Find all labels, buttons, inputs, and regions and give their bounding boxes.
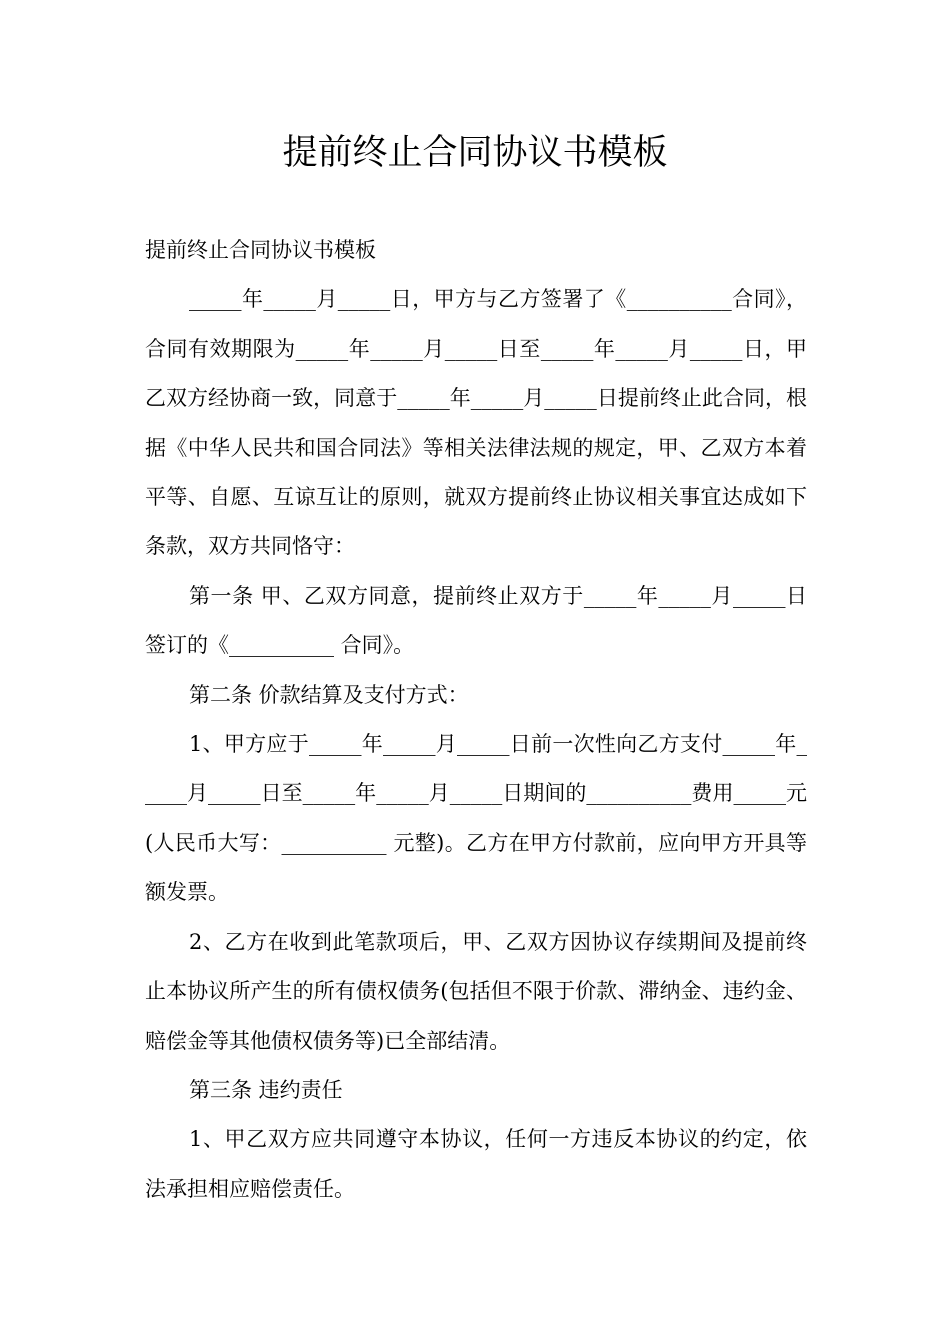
document-body — [145, 226, 807, 1214]
article-two-clause-2: 2、乙方在收到此笔款项后，甲、乙双方因协议存续期间及提前终止本协议所产生的所有债权债务(包括但不限于价款、滞纳金、违约金、赔偿金等其他债权债务等)已全部结清。 — [145, 929, 807, 1053]
article-two-heading: 第二条 价款结算及支付方式： — [189, 682, 469, 707]
document-title: 提前终止合同协议书模板 — [282, 133, 668, 173]
article-two-clause-1: 1、甲方应于_____年_____月_____日前一次性向乙方支付_____年_____月_____日至_____年_____月_____日期间的__________费用_____元(人民币大写：__________ 元整)。乙方在甲方付款前，应向甲方开具等额发票。 — [145, 732, 807, 905]
article-three-clause-1: 1、甲乙双方应共同遵守本协议，任何一方违反本协议的约定，依法承担相应赔偿责任。 — [145, 1127, 807, 1201]
article-one-paragraph: 第一条 甲、乙双方同意，提前终止双方于_____年_____月_____日签订的《__________ 合同》。 — [145, 583, 807, 658]
body-heading: 提前终止合同协议书模板 — [145, 238, 376, 262]
article-three-heading: 第三条 违约责任 — [189, 1077, 343, 1102]
preamble-paragraph: _____年_____月_____日，甲方与乙方签署了《__________合同》，合同有效期限为_____年_____月_____日至_____年_____月_____日，甲乙双方经协商一致，同意于_____年_____月_____日提前终止此合同，根据《中华人民共和国合同法》等相关法律法规的规定，甲、乙双方本着平等、自愿、互谅互让的原则，就双方提前终止协议相关事宜达成如下条款，双方共同恪守： — [145, 287, 807, 559]
